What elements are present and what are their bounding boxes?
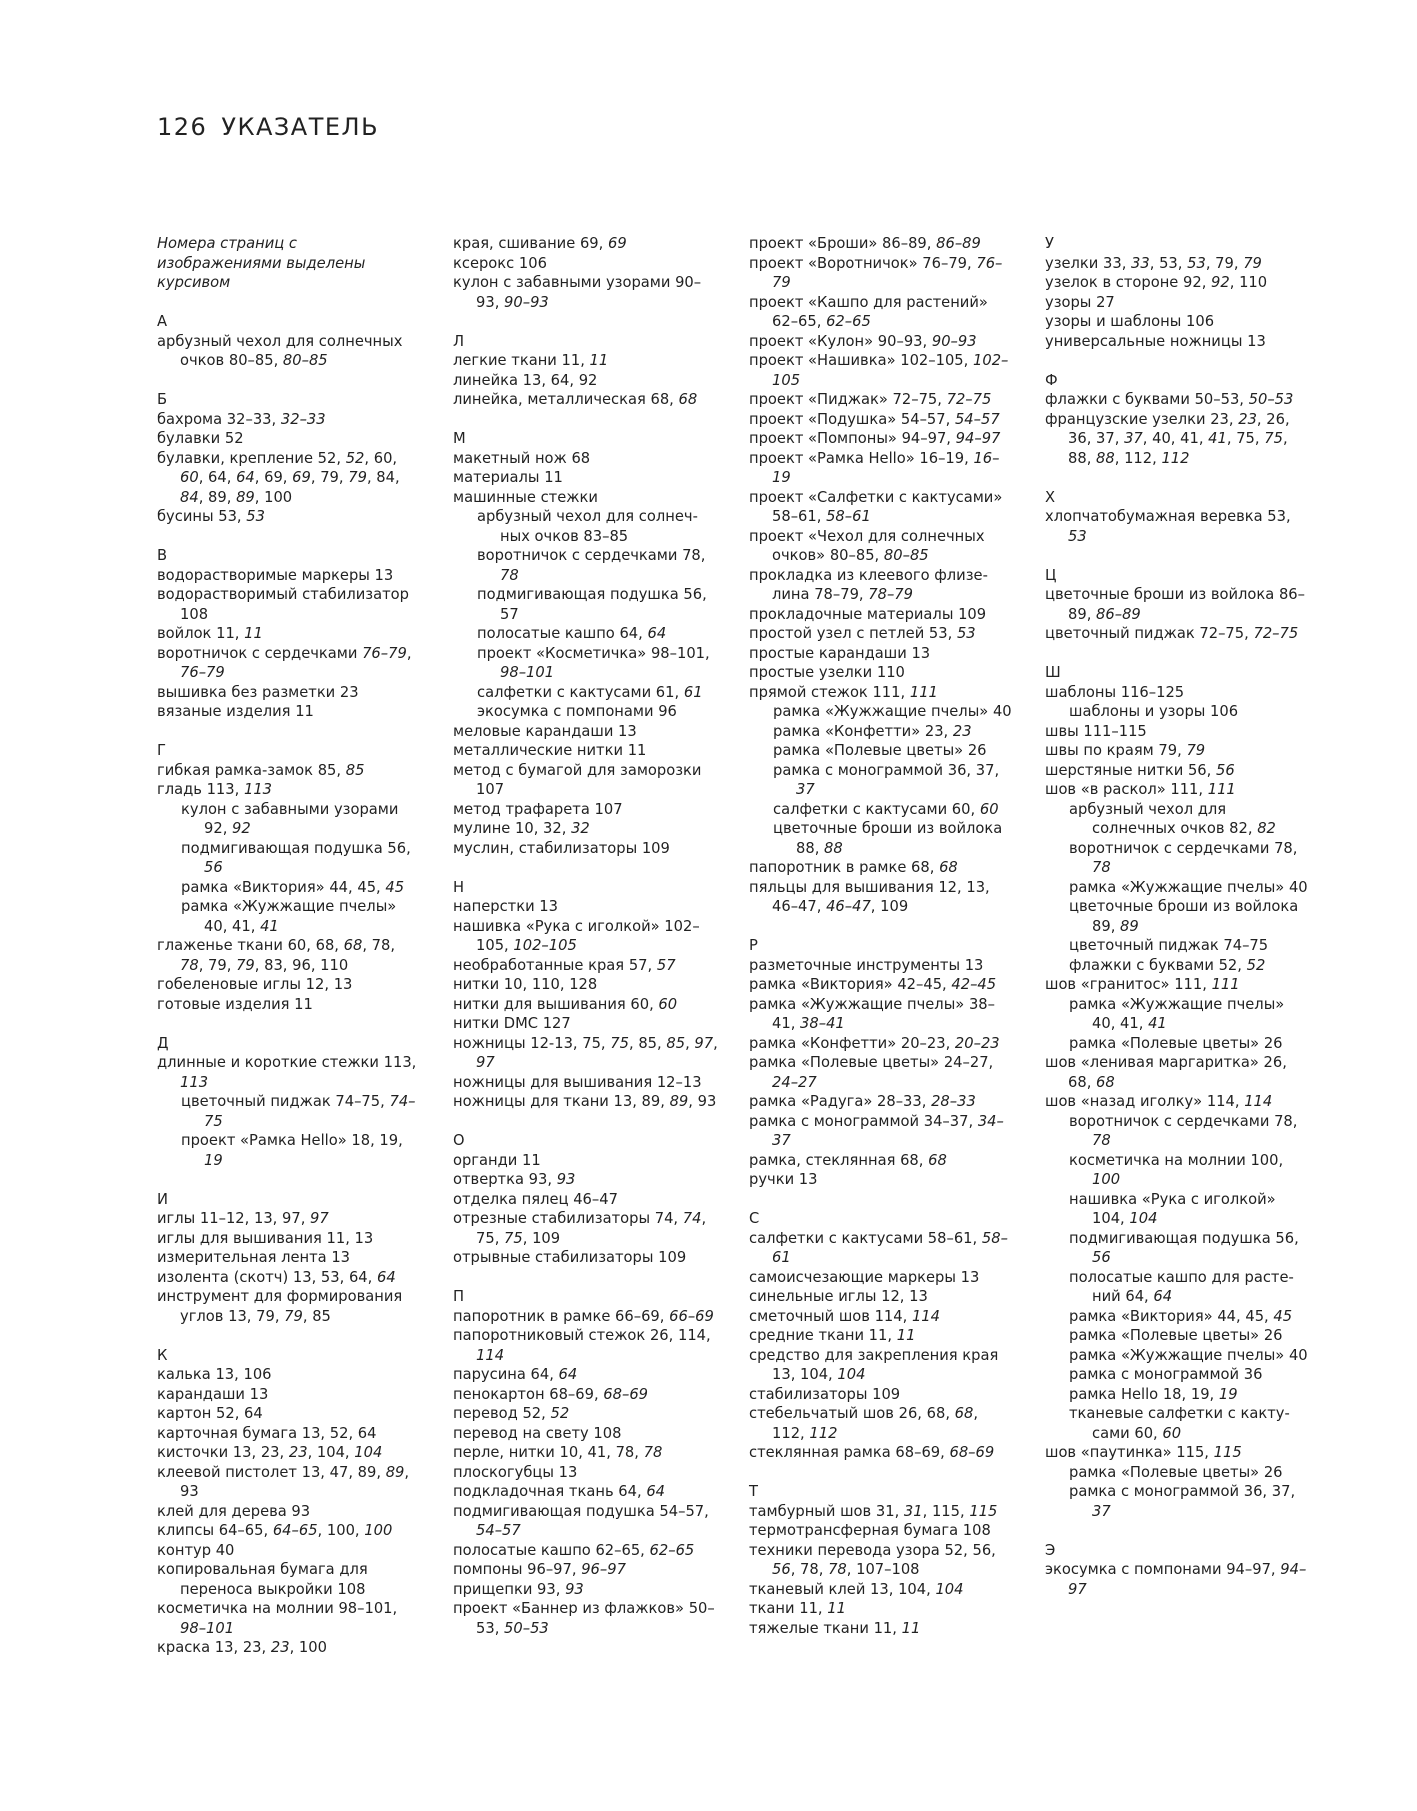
index-entry: перевод на свету 108 — [453, 1424, 622, 1442]
index-entry: вышивка без разметки 23 — [157, 683, 359, 701]
index-entry: подкладочная ткань 64, 64 — [453, 1483, 666, 1500]
index-entry: воротничок с сердечками 76–79, 76–79 — [157, 644, 412, 681]
index-entry: проект «Подушка» 54–57, 54–57 — [749, 410, 1000, 428]
index-entry: швы 111–115 — [1045, 722, 1147, 740]
index-entry: органди 11 — [453, 1151, 541, 1169]
index-subentry: экосумка с помпонами 96 — [477, 703, 677, 720]
index-subentry: тканевые салфетки с кактусами 60, 60 — [1069, 1405, 1290, 1442]
index-entry: машинные стежки — [453, 488, 598, 506]
index-entry: универсальные ножницы 13 — [1045, 332, 1266, 350]
index-entry: простые карандаши 13 — [749, 644, 931, 662]
index-subentry: шаблоны и узоры 106 — [1069, 703, 1239, 720]
index-entry: булавки 52 — [157, 430, 244, 447]
index-entry: ткани 11, 11 — [749, 1600, 846, 1617]
index-entry: водорастворимые маркеры 13 — [157, 566, 394, 584]
index-subentry: рамка Hello 18, 19, 19 — [1069, 1385, 1238, 1403]
index-entry: проект «Чехол для солнечных очков» 80–85, 80–85 — [749, 527, 985, 564]
index-entry: рамка «Конфетти» 20–23, 20–23 — [749, 1034, 1000, 1052]
index-entry: макетный нож 68 — [453, 449, 591, 467]
index-entry: стеклянная рамка 68–69, 68–69 — [749, 1444, 995, 1461]
section-letter: К — [157, 1346, 168, 1364]
index-entry: ножницы для вышивания 12–13 — [453, 1073, 702, 1091]
section-letter: Р — [749, 937, 758, 954]
index-entry: меловые карандаши 13 — [453, 722, 637, 740]
index-entry: метод трафарета 107 — [453, 800, 623, 818]
index-subentry: рамка «Полевые цветы» 26 — [1069, 1463, 1283, 1481]
index-entry: тканевый клей 13, 104, 104 — [749, 1580, 964, 1598]
index-entry: техники перевода узора 52, 56, 56, 78, 78, 107–108 — [749, 1541, 996, 1578]
index-entry: проект «Баннер из флажков» 50–53, 50–53 — [453, 1600, 715, 1637]
index-entry: иглы 11–12, 13, 97, 97 — [157, 1210, 329, 1227]
index-entry: шов «паутинка» 115, 115 — [1045, 1444, 1242, 1461]
index-entry: перле, нитки 10, 41, 78, 78 — [453, 1444, 663, 1461]
index-subentry: полосатые кашпо 64, 64 — [477, 625, 667, 642]
section-letter: В — [157, 547, 168, 564]
index-entry: булавки, крепление 52, 52, 60, 60, 64, 64, 69, 69, 79, 79, 84, 84, 89, 89, 100 — [157, 449, 400, 506]
index-column-3 — [749, 234, 1014, 1638]
index-entry: французские узелки 23, 23, 26, 36, 37, 37, 40, 41, 41, 75, 75, 88, 88, 112, 112 — [1045, 410, 1290, 467]
index-entry: копировальная бумага для переноса выкройки 108 — [157, 1561, 368, 1598]
index-entry: цветочный пиджак 72–75, 72–75 — [1045, 625, 1299, 642]
index-entry: длинные и короткие стежки 113, 113 — [157, 1054, 417, 1091]
index-subentry: салфетки с кактусами 61, 61 — [477, 683, 703, 701]
index-entry: папоротник в рамке 68, 68 — [749, 859, 958, 876]
index-entry: отделка пялец 46–47 — [453, 1190, 618, 1208]
index-entry: рамка, стеклянная 68, 68 — [749, 1151, 947, 1169]
index-entry: водорастворимый стабилизатор 108 — [157, 586, 409, 623]
section-letter: О — [453, 1132, 465, 1149]
index-column-2 — [453, 234, 718, 1638]
index-entry: шов «гранитос» 111, 111 — [1045, 976, 1240, 993]
index-entry: клипсы 64–65, 64–65, 100, 100 — [157, 1522, 393, 1539]
index-entry: войлок 11, 11 — [157, 625, 263, 642]
index-entry: муслин, стабилизаторы 109 — [453, 839, 670, 857]
index-entry: плоскогубцы 13 — [453, 1463, 578, 1481]
section-letter: Ц — [1045, 566, 1057, 584]
section-letter: Б — [157, 391, 168, 408]
index-entry: проект «Рамка Hello» 16–19, 16–19 — [749, 449, 1000, 486]
index-subentry: рамка «Жужжащие пчелы» 40, 41, 41 — [181, 898, 397, 935]
index-entry: прокладочные материалы 109 — [749, 605, 987, 623]
index-entry: подмигивающая подушка 54–57, 54–57 — [453, 1502, 709, 1539]
index-subentry: подмигивающая подушка 56, 56 — [1069, 1229, 1299, 1266]
index-subentry: косметичка на молнии 100, 100 — [1069, 1151, 1284, 1188]
index-entry: метод с бумагой для заморозки 107 — [453, 761, 702, 798]
index-entry: проект «Кулон» 90–93, 90–93 — [749, 332, 977, 350]
index-subentry: рамка с монограммой 36 — [1069, 1366, 1263, 1383]
index-entry: мулине 10, 32, 32 — [453, 820, 590, 837]
index-subentry: рамка «Жужжащие пчелы» 40 — [1069, 1346, 1308, 1364]
index-subentry: кулон с забавными узорами 92, 92 — [181, 800, 399, 837]
index-entry: прокладка из клеевого флизелина 78–79, 78–79 — [749, 566, 988, 603]
index-entry: ножницы 12-13, 75, 75, 85, 85, 97, 97 — [453, 1034, 718, 1071]
index-entry: клеевой пистолет 13, 47, 89, 89, 93 — [157, 1463, 410, 1500]
index-entry: простой узел с петлей 53, 53 — [749, 625, 976, 642]
index-entry: термотрансферная бумага 108 — [749, 1522, 991, 1539]
index-entry: шов «ленивая маргаритка» 26, 68, 68 — [1045, 1054, 1287, 1091]
index-entry: иглы для вышивания 11, 13 — [157, 1229, 374, 1247]
index-entry: контур 40 — [157, 1541, 235, 1559]
index-entry: вязаные изделия 11 — [157, 703, 314, 720]
index-entry: простые узелки 110 — [749, 664, 905, 681]
index-entry: гладь 113, 113 — [157, 781, 273, 798]
index-entry: папоротниковый стежок 26, 114, 114 — [453, 1327, 711, 1364]
index-entry: стабилизаторы 109 — [749, 1385, 901, 1403]
index-subentry: арбузный чехол для солнечных очков 83–85 — [477, 508, 698, 545]
index-entry: нашивка «Рука с иголкой» 102–105, 102–105 — [453, 917, 700, 954]
index-entry: рамка «Виктория» 42–45, 42–45 — [749, 976, 997, 993]
index-subentry: рамка с монограммой 36, 37, 37 — [773, 761, 1000, 798]
index-entry: шерстяные нитки 56, 56 — [1045, 761, 1235, 779]
index-entry: хлопчатобумажная веревка 53, 53 — [1045, 508, 1291, 545]
index-entry: инструмент для формирования углов 13, 79, 79, 85 — [157, 1288, 403, 1325]
index-entry: гобеленовые иглы 12, 13 — [157, 976, 353, 993]
index-entry: краска 13, 23, 23, 100 — [157, 1639, 327, 1656]
index-entry: линейка, металлическая 68, 68 — [453, 391, 698, 408]
index-subentry: рамка «Конфетти» 23, 23 — [773, 722, 972, 740]
index-entry: прямой стежок 111, 111 — [749, 683, 938, 701]
index-entry: узелки 33, 33, 53, 53, 79, 79 — [1045, 254, 1262, 272]
index-entry: арбузный чехол для солнечных очков 80–85, 80–85 — [157, 332, 403, 369]
section-letter: А — [157, 313, 168, 330]
index-entry: гибкая рамка-замок 85, 85 — [157, 761, 365, 779]
section-letter: Н — [453, 878, 465, 896]
index-entry: средство для закрепления края 13, 104, 104 — [749, 1346, 999, 1383]
index-entry: цветочные броши из войлока 86–89, 86–89 — [1045, 586, 1305, 623]
index-entry: средние ткани 11, 11 — [749, 1327, 916, 1344]
index-entry: парусина 64, 64 — [453, 1366, 578, 1383]
italic-note: Номера страниц с изображениями выделены курсивом — [157, 235, 366, 291]
index-entry: пенокартон 68–69, 68–69 — [453, 1385, 649, 1403]
index-subentry: воротничок с сердечками 78, 78 — [1069, 1112, 1298, 1149]
section-letter: И — [157, 1190, 168, 1208]
index-entry: линейка 13, 64, 92 — [453, 371, 598, 389]
index-entry: нитки для вышивания 60, 60 — [453, 995, 678, 1013]
section-letter: Э — [1045, 1541, 1056, 1559]
index-entry: проект «Кашпо для растений» 62–65, 62–65 — [749, 293, 988, 330]
section-letter: М — [453, 430, 466, 447]
index-entry: рамка «Жужжащие пчелы» 38–41, 38–41 — [749, 995, 995, 1032]
index-subentry: рамка с монограммой 36, 37, 37 — [1069, 1483, 1296, 1520]
index-entry: самоисчезающие маркеры 13 — [749, 1268, 980, 1286]
section-letter: Д — [157, 1034, 169, 1052]
section-letter: Ф — [1045, 371, 1058, 389]
index-entry: бахрома 32–33, 32–33 — [157, 410, 326, 428]
section-letter: Х — [1045, 488, 1056, 506]
index-entry: узелок в стороне 92, 92, 110 — [1045, 274, 1268, 291]
index-entry: синельные иглы 12, 13 — [749, 1288, 928, 1305]
index-entry: швы по краям 79, 79 — [1045, 742, 1206, 759]
index-entry: карандаши 13 — [157, 1385, 269, 1403]
page-title: УКАЗАТЕЛЬ — [221, 113, 380, 141]
index-entry: отрывные стабилизаторы 109 — [453, 1249, 687, 1266]
index-subentry: рамка «Жужжащие пчелы» 40 — [773, 703, 1012, 720]
index-subentry: цветочный пиджак 74–75, 74–75 — [181, 1093, 416, 1130]
page-number: 126 — [157, 113, 208, 141]
index-column-4 — [1045, 234, 1310, 1599]
index-subentry: воротничок с сердечками 78, 78 — [1069, 839, 1298, 876]
index-subentry: цветочные броши из войлока 88, 88 — [773, 820, 1003, 857]
index-entry: необработанные края 57, 57 — [453, 956, 676, 974]
index-entry: рамка с монограммой 34–37, 34–37 — [749, 1112, 1004, 1149]
index-subentry: рамка «Виктория» 44, 45, 45 — [181, 878, 405, 896]
index-entry: отрезные стабилизаторы 74, 74, 75, 75, 109 — [453, 1210, 707, 1247]
index-subentry: проект «Рамка Hello» 18, 19, 19 — [181, 1132, 403, 1169]
index-entry: ножницы для ткани 13, 89, 89, 93 — [453, 1093, 717, 1110]
index-entry: изолента (скотч) 13, 53, 64, 64 — [157, 1268, 396, 1286]
index-entry: флажки с буквами 50–53, 50–53 — [1045, 391, 1294, 408]
index-entry: готовые изделия 11 — [157, 995, 313, 1013]
index-entry: легкие ткани 11, 11 — [453, 352, 609, 369]
index-entry: косметичка на молнии 98–101, 98–101 — [157, 1600, 398, 1637]
index-entry: металлические нитки 11 — [453, 742, 647, 759]
index-entry: перевод 52, 52 — [453, 1405, 570, 1422]
index-entry: помпоны 96–97, 96–97 — [453, 1561, 626, 1578]
index-entry: полосатые кашпо 62–65, 62–65 — [453, 1541, 695, 1559]
index-subentry: рамка «Полевые цветы» 26 — [773, 742, 987, 759]
index-entry: рамка «Полевые цветы» 24–27, 24–27 — [749, 1054, 994, 1091]
index-entry: нитки 10, 110, 128 — [453, 976, 598, 993]
index-subentry: проект «Косметичка» 98–101, 98–101 — [477, 644, 710, 681]
index-subentry: цветочные броши из войлока 89, 89 — [1069, 898, 1299, 935]
section-letter: Ш — [1045, 664, 1061, 681]
index-entry: стебельчатый шов 26, 68, 68, 112, 112 — [749, 1405, 979, 1442]
index-entry: экосумка с помпонами 94–97, 94–97 — [1045, 1561, 1307, 1598]
index-entry: тамбурный шов 31, 31, 115, 115 — [749, 1502, 998, 1520]
index-entry: калька 13, 106 — [157, 1366, 272, 1383]
index-entry: проект «Салфетки с кактусами» 58–61, 58–61 — [749, 488, 1003, 525]
index-entry: прищепки 93, 93 — [453, 1580, 584, 1598]
page-header — [157, 113, 379, 141]
index-entry: края, сшивание 69, 69 — [453, 235, 627, 252]
index-subentry: воротничок с сердечками 78, 78 — [477, 547, 706, 584]
index-entry: проект «Броши» 86–89, 86–89 — [749, 235, 981, 252]
index-column-1 — [157, 234, 422, 1658]
index-entry: кулон с забавными узорами 90–93, 90–93 — [453, 274, 702, 311]
index-entry: проект «Нашивка» 102–105, 102–105 — [749, 352, 1009, 389]
index-entry: проект «Помпоны» 94–97, 94–97 — [749, 430, 1001, 447]
index-subentry: нашивка «Рука с иголкой» 104, 104 — [1069, 1190, 1276, 1227]
index-subentry: рамка «Жужжащие пчелы» 40, 41, 41 — [1069, 995, 1285, 1032]
index-subentry: флажки с буквами 52, 52 — [1069, 956, 1266, 974]
index-subentry: салфетки с кактусами 60, 60 — [773, 800, 999, 818]
index-entry: разметочные инструменты 13 — [749, 956, 984, 974]
index-subentry: рамка «Полевые цветы» 26 — [1069, 1327, 1283, 1344]
index-subentry: полосатые кашпо для растений 64, 64 — [1069, 1268, 1294, 1305]
index-subentry: рамка «Жужжащие пчелы» 40 — [1069, 878, 1308, 896]
index-entry: сметочный шов 114, 114 — [749, 1307, 940, 1325]
index-entry: узоры 27 — [1045, 293, 1115, 311]
index-entry: карточная бумага 13, 52, 64 — [157, 1424, 377, 1442]
section-letter: Л — [453, 332, 465, 350]
index-subentry: арбузный чехол для солнечных очков 82, 82 — [1069, 800, 1276, 837]
index-subentry: подмигивающая подушка 56, 57 — [477, 586, 707, 623]
index-entry: шов «в раскол» 111, 111 — [1045, 781, 1236, 798]
index-entry: ксерокс 106 — [453, 254, 547, 272]
index-subentry: цветочный пиджак 74–75 — [1069, 937, 1269, 954]
section-letter: С — [749, 1210, 760, 1227]
index-entry: клей для дерева 93 — [157, 1502, 311, 1520]
index-entry: узоры и шаблоны 106 — [1045, 313, 1215, 330]
index-entry: нитки DMC 127 — [453, 1015, 571, 1032]
index-entry: бусины 53, 53 — [157, 508, 265, 525]
index-entry: картон 52, 64 — [157, 1405, 263, 1422]
index-entry: проект «Воротничок» 76–79, 76–79 — [749, 254, 1003, 291]
index-entry: измерительная лента 13 — [157, 1249, 351, 1266]
index-entry: пяльцы для вышивания 12, 13, 46–47, 46–47, 109 — [749, 878, 990, 915]
index-entry: ручки 13 — [749, 1171, 818, 1188]
index-entry: кисточки 13, 23, 23, 104, 104 — [157, 1444, 383, 1461]
index-entry: папоротник в рамке 66–69, 66–69 — [453, 1307, 714, 1325]
index-entry: шаблоны 116–125 — [1045, 683, 1185, 701]
index-subentry: рамка «Виктория» 44, 45, 45 — [1069, 1307, 1293, 1325]
index-entry: материалы 11 — [453, 469, 563, 486]
index-subentry: рамка «Полевые цветы» 26 — [1069, 1034, 1283, 1052]
index-entry: шов «назад иголку» 114, 114 — [1045, 1093, 1273, 1110]
section-letter: П — [453, 1288, 465, 1305]
section-letter: Т — [749, 1483, 758, 1500]
index-entry: рамка «Радуга» 28–33, 28–33 — [749, 1093, 976, 1110]
index-entry: салфетки с кактусами 58–61, 58–61 — [749, 1229, 1008, 1266]
section-letter: У — [1045, 235, 1054, 252]
index-entry: тяжелые ткани 11, 11 — [749, 1619, 921, 1637]
index-entry: проект «Пиджак» 72–75, 72–75 — [749, 391, 992, 408]
index-subentry: подмигивающая подушка 56, 56 — [181, 839, 411, 876]
index-entry: глаженье ткани 60, 68, 68, 78, 78, 79, 79, 83, 96, 110 — [157, 937, 396, 974]
section-letter: Г — [157, 742, 166, 759]
index-entry: отвертка 93, 93 — [453, 1171, 576, 1188]
index-entry: наперстки 13 — [453, 898, 558, 915]
